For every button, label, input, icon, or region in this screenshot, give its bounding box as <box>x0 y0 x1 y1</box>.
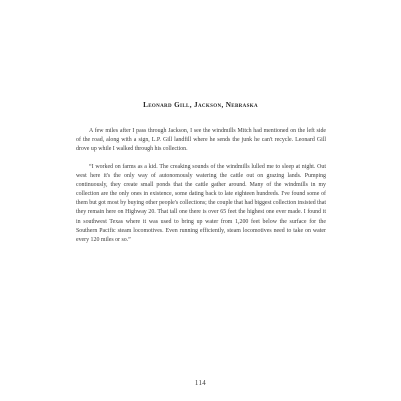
paragraph-quote: “I worked on farms as a kid. The creaking sounds of the windmills lulled me to sleep at night. Out west here it's the only way of autonomously watering the cattle out on grazing lands. Pumping continuously, they create small ponds that the cattle gather around. Many of the windmills in my collection are the only ones in existence, some dating back to late eighteen hundreds. I've found some of them but got most by buying other people's collections; the couple that had biggest collection insisted that they remain here on Highway 20. That tall one there is over 65 feet the highest one ever made. I found it in southwest Texas where it was used to bring up water from 1,200 feet below the surface for the Southern Pacific steam locomotives. Even running efficiently, steam locomotives need to take on water every 120 miles or so.” <box>76 164 326 243</box>
page-number: 114 <box>194 379 207 387</box>
section-heading: Leonard Gill, Jackson, Nebraska <box>143 101 258 109</box>
paragraph-intro: A few miles after I pass through Jackson, I see the windmills Mitch had mentioned on the left side of the road, along with a sign, L.P. Gill landfill where he sends the junk he can't recycle. Leonard Gill drove up while I walked through his collection. <box>76 128 326 153</box>
